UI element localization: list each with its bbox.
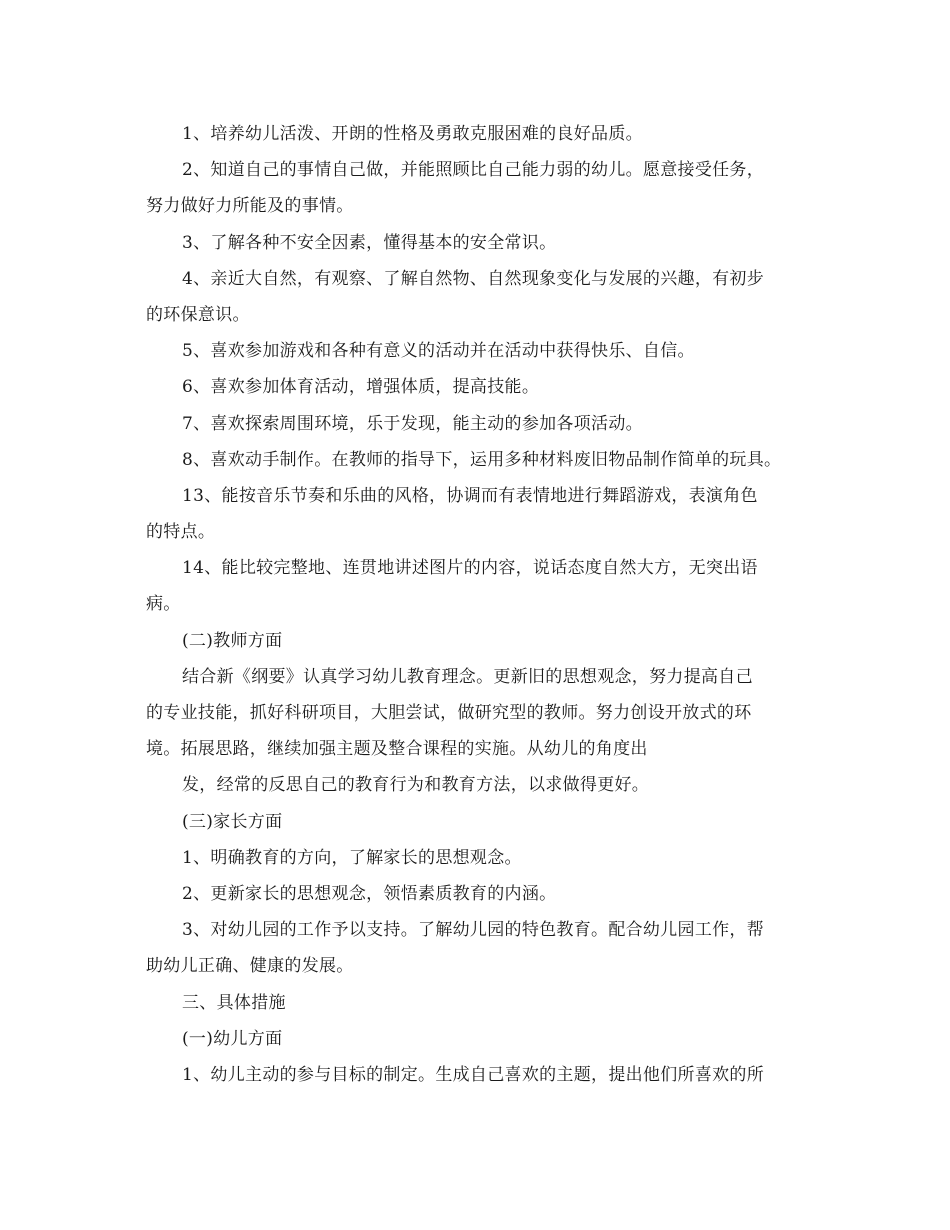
text-line: 的专业技能，抓好科研项目，大胆尝试，做研究型的教师。努力创设开放式的环 — [146, 703, 752, 723]
text-line: 1、明确教育的方向，了解家长的思想观念。 — [182, 847, 522, 868]
text-line: 三、具体措施 — [182, 992, 286, 1013]
text-line: 结合新《纲要》认真学习幼儿教育理念。更新旧的思想观念，努力提高自己 — [182, 666, 753, 687]
text-line: 7、喜欢探索周围环境，乐于发现，能主动的参加各项活动。 — [182, 413, 643, 434]
text-line: 6、喜欢参加体育活动，增强体质，提高技能。 — [182, 377, 540, 398]
text-line: 3、了解各种不安全因素，懂得基本的安全常识。 — [182, 232, 557, 253]
text-line: 5、喜欢参加游戏和各种有意义的活动并在活动中获得快乐、自信。 — [182, 341, 695, 362]
text-line: 2、知道自己的事情自己做，并能照顾比自己能力弱的幼儿。愿意接受任务， — [182, 160, 765, 181]
text-line: 8、喜欢动手制作。在教师的指导下，运用多种材料废旧物品制作简单的玩具。 — [182, 449, 782, 470]
text-line: (一)幼儿方面 — [182, 1028, 283, 1049]
text-line: 14、能比较完整地、连贯地讲述图片的内容，说话态度自然大方，无突出语 — [182, 558, 758, 579]
text-line: 发，经常的反思自己的教育行为和教育方法，以求做得更好。 — [182, 775, 650, 796]
text-line: 境。拓展思路，继续加强主题及整合课程的实施。从幼儿的角度出 — [146, 739, 648, 760]
text-line: 13、能按音乐节奏和乐曲的风格，协调而有表情地进行舞蹈游戏，表演角色 — [182, 485, 758, 506]
text-line: (二)教师方面 — [182, 630, 283, 651]
text-line: 病。 — [146, 594, 181, 615]
text-line: 的环保意识。 — [146, 304, 250, 325]
text-line: 的特点。 — [146, 522, 216, 543]
text-line: 2、更新家长的思想观念，领悟素质教育的内涵。 — [182, 883, 557, 904]
text-line: 努力做好力所能及的事情。 — [146, 196, 354, 217]
text-line: (三)家长方面 — [182, 811, 283, 832]
text-line: 助幼儿正确、健康的发展。 — [146, 956, 354, 977]
text-line: 4、亲近大自然，有观察、了解自然物、自然现象变化与发展的兴趣，有初步 — [182, 268, 765, 289]
text-line: 1、幼儿主动的参与目标的制定。生成自己喜欢的主题，提出他们所喜欢的所 — [182, 1064, 765, 1085]
text-line: 3、对幼儿园的工作予以支持。了解幼儿园的特色教育。配合幼儿园工作，帮 — [182, 920, 765, 941]
document-body — [146, 116, 826, 1093]
text-line: 1、培养幼儿活泼、开朗的性格及勇敢克服困难的良好品质。 — [182, 124, 643, 144]
